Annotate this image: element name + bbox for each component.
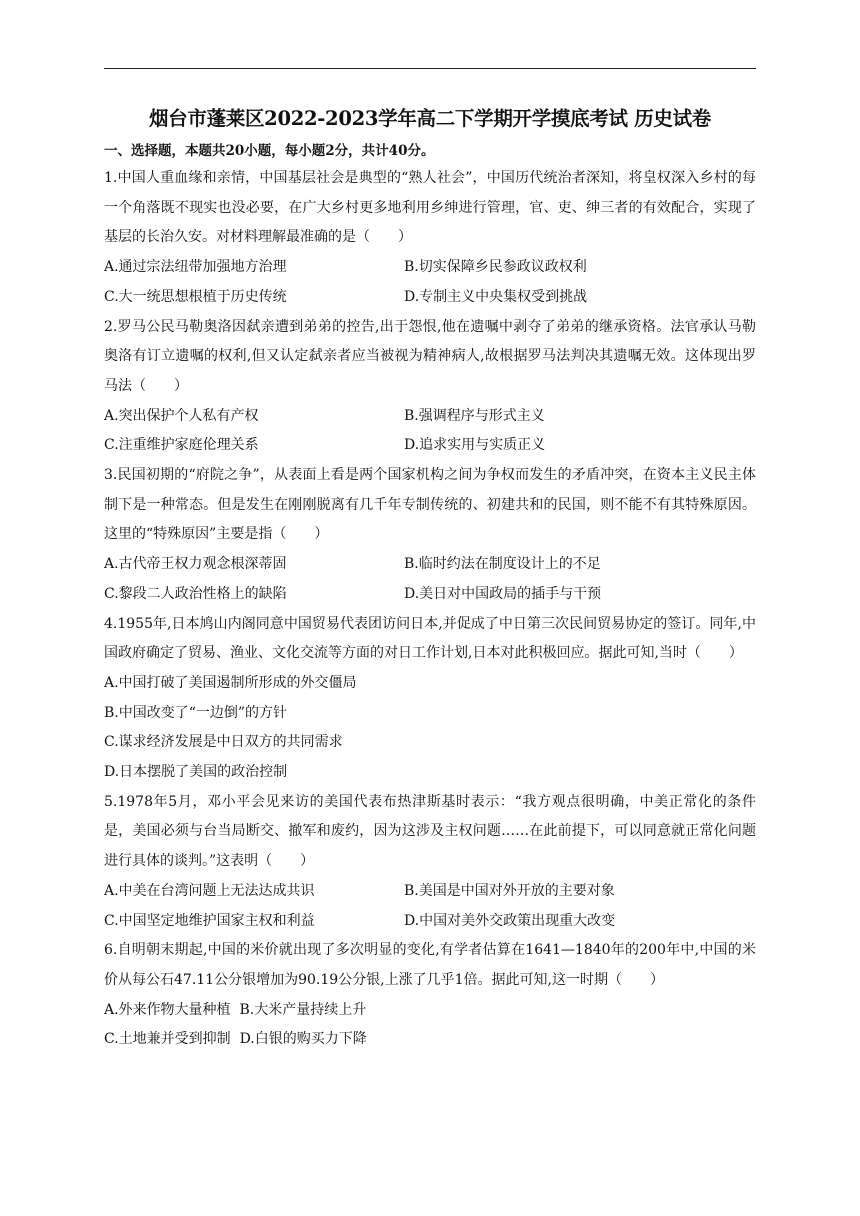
question-4 <box>104 610 756 788</box>
question-stem: 4.1955年,日本鸠山内阁同意中国贸易代表团访问日本,并促成了中日第三次民间贸易协定的签订。同年,中国政府确定了贸易、渔业、文化交流等方面的对日工作计划,日本对此积极回应。据此可知,当时（ ） <box>104 615 756 662</box>
question-stem: 5.1978年5月，邓小平会见来访的美国代表布热津斯基时表示：“我方观点很明确，中美正常化的条件是，美国必须与台当局断交、撤军和废约，因为这涉及主权问题……在此前提下，可以同意就正常化问题进行具体的谈判。”这表明（ ） <box>104 793 756 870</box>
exam-page <box>104 104 756 1055</box>
options-row <box>104 1025 756 1055</box>
option-d: D.美日对中国政局的插手与干预 <box>404 585 602 602</box>
section-heading: 一、选择题，本题共20小题，每小题2分，共计40分。 <box>104 143 435 159</box>
option-a: A.突出保护个人私有产权 <box>104 407 259 424</box>
options-row <box>104 283 756 313</box>
options-row <box>104 877 756 907</box>
question-3 <box>104 461 756 610</box>
option-c: C.谋求经济发展是中日双方的共同需求 <box>104 734 343 751</box>
option-c: C.黎段二人政治性格上的缺陷 <box>104 585 287 602</box>
option-a: A.通过宗法纽带加强地方治理 <box>104 259 287 276</box>
options-row <box>104 580 756 610</box>
exam-title: 烟台市蓬莱区2022-2023学年高二下学期开学摸底考试 历史试卷 <box>148 107 712 130</box>
question-stem: 6.自明朝末期起,中国的米价就出现了多次明显的变化,有学者估算在1641—1840年的200年中,中国的米价从每公石47.11公分银增加为90.19公分银,上涨了几乎1倍。据此可知,这一时期（ ） <box>104 942 756 988</box>
option-c: C.注重维护家庭伦理关系 <box>104 437 259 454</box>
question-2 <box>104 313 756 462</box>
option-d: D.追求实用与实质正义 <box>404 437 546 454</box>
option-a: A.中美在台湾问题上无法达成共识 <box>104 882 315 899</box>
options-row <box>104 996 756 1026</box>
option-c: C.大一统思想根植于历史传统 <box>104 288 287 305</box>
options-row <box>104 907 756 937</box>
question-stem: 2.罗马公民马勒奥洛因弑亲遭到弟弟的控告,出于怨恨,他在遗嘱中剥夺了弟弟的继承资格。法官承认马勒奥洛有订立遗嘱的权利,但又认定弑亲者应当被视为精神病人,故根据罗马法判决其遗嘱无效。这体现出罗马法（ ） <box>104 318 756 394</box>
question-5 <box>104 788 756 937</box>
question-stem: 3.民国初期的“府院之争”，从表面上看是两个国家机构之间为争权而发生的矛盾冲突，在资本主义民主体制下是一种常态。但是发生在刚刚脱离有几千年专制传统的、初建共和的民国，则不能不有其特殊原因。这里的“特殊原因”主要是指（ ） <box>104 467 756 543</box>
option-b: B.大米产量持续上升 <box>239 1001 367 1018</box>
option-d: D.日本摆脱了美国的政治控制 <box>104 764 288 781</box>
options-row <box>104 402 756 432</box>
question-stem: 1.中国人重血缘和亲情，中国基层社会是典型的“熟人社会”，中国历代统治者深知，将皇权深入乡村的每一个角落既不现实也没必要，在广大乡村更多地利用乡绅进行管理，官、吏、绅三者的有效配合，实现了基层的长治久安。对材料理解最准确的是（ ） <box>104 170 756 246</box>
options-row <box>104 550 756 580</box>
options-row <box>104 253 756 283</box>
header-rule <box>104 68 756 69</box>
option-c: C.土地兼并受到抑制 <box>104 1031 231 1048</box>
option-b: B.中国改变了“一边倒”的方针 <box>104 704 288 721</box>
options-row <box>104 431 756 461</box>
option-b: B.切实保障乡民参政议政权利 <box>404 259 587 276</box>
option-d: D.中国对美外交政策出现重大改变 <box>404 912 616 929</box>
option-a: A.古代帝王权力观念根深蒂固 <box>104 556 287 573</box>
option-b: B.临时约法在制度设计上的不足 <box>404 556 601 573</box>
option-b: B.美国是中国对外开放的主要对象 <box>404 882 615 899</box>
option-b: B.强调程序与形式主义 <box>404 407 545 424</box>
option-d: D.白银的购买力下降 <box>239 1031 367 1048</box>
option-d: D.专制主义中央集权受到挑战 <box>404 288 588 305</box>
option-c: C.中国坚定地维护国家主权和利益 <box>104 912 315 929</box>
option-a: A.外来作物大量种植 <box>104 1001 231 1018</box>
question-1 <box>104 164 756 313</box>
question-6 <box>104 936 756 1055</box>
option-a: A.中国打破了美国遏制所形成的外交僵局 <box>104 674 357 691</box>
